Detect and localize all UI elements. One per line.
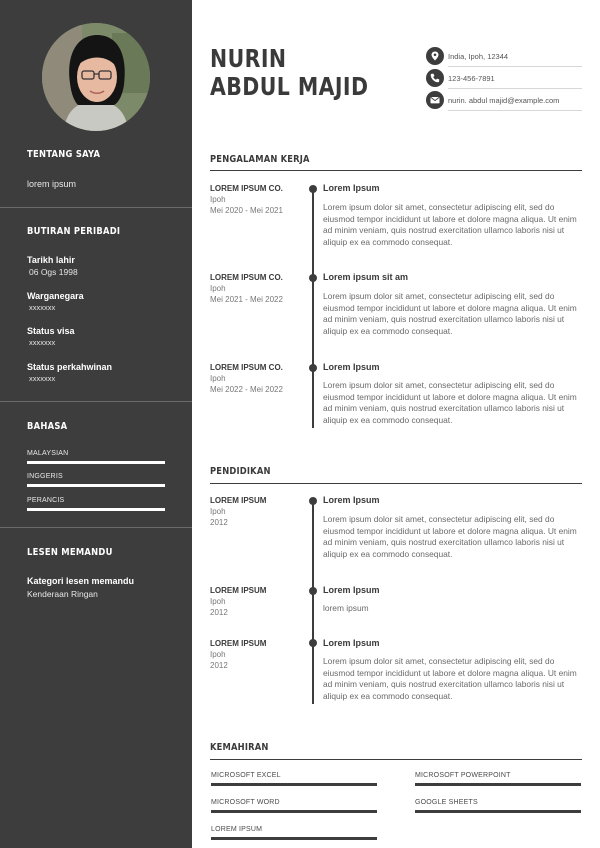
entry-location: Ipoh	[210, 597, 226, 606]
contact-email: nurin. abdul majid@example.com	[448, 96, 560, 105]
license-value: Kenderaan Ringan	[27, 589, 98, 599]
skill-name: MICROSOFT WORD	[211, 799, 280, 806]
location-pin-icon	[426, 47, 444, 65]
sidebar-divider	[0, 527, 192, 528]
entry-description: Lorem ipsum dolor sit amet, consectetur adipiscing elit, sed do eiusmod tempor incididunt ut labore et dolore magna aliqua. Ut enim ad minim veniam, quis nostrud exercitation ullamco laboris nisi ut aliquip ex ea commodo consequat.	[323, 380, 577, 426]
entry-description: Lorem ipsum dolor sit amet, consectetur adipiscing elit, sed do eiusmod tempor incididunt ut labore et dolore magna aliqua. Ut enim ad minim veniam, quis nostrud exercitation ullamco laboris nisi ut aliquip ex ea commodo consequat.	[323, 291, 577, 337]
language-name: PERANCIS	[27, 497, 65, 504]
personal-value: xxxxxxx	[29, 303, 56, 312]
section-rule	[210, 759, 582, 760]
personal-value: xxxxxxx	[29, 338, 56, 347]
entry-title: Lorem Ipsum	[323, 585, 380, 595]
language-level-bar	[27, 484, 165, 487]
about-heading: TENTANG SAYA	[27, 149, 101, 160]
skill-name: MICROSOFT EXCEL	[211, 772, 281, 779]
entry-dates: 2012	[210, 608, 228, 617]
entry-location: Ipoh	[210, 195, 226, 204]
education-timeline	[312, 500, 314, 704]
contact-divider	[448, 110, 582, 111]
entry-dates: 2012	[210, 518, 228, 527]
contact-divider	[448, 66, 582, 67]
language-level-bar	[27, 461, 165, 464]
language-level-bar	[27, 508, 165, 511]
entry-description: Lorem ipsum dolor sit amet, consectetur adipiscing elit, sed do eiusmod tempor incididunt ut labore et dolore magna aliqua. Ut enim ad minim veniam, quis nostrud exercitation ullamco laboris nisi ut aliquip ex ea commodo consequat.	[323, 202, 577, 248]
entry-organization: LOREM IPSUM	[210, 639, 267, 648]
sidebar	[0, 0, 192, 848]
timeline-dot	[309, 185, 317, 193]
entry-location: Ipoh	[210, 650, 226, 659]
timeline-dot	[309, 274, 317, 282]
phone-icon	[426, 69, 444, 87]
contact-divider	[448, 88, 582, 89]
entry-location: Ipoh	[210, 284, 226, 293]
entry-location: Ipoh	[210, 374, 226, 383]
skill-name: LOREM IPSUM	[211, 826, 263, 833]
personal-label: Status visa	[27, 326, 75, 336]
personal-label: Tarikh lahir	[27, 255, 75, 265]
skill-level-bar	[211, 783, 377, 786]
entry-title: Lorem Ipsum	[323, 183, 380, 193]
entry-organization: LOREM IPSUM CO.	[210, 273, 283, 282]
license-heading: LESEN MEMANDU	[27, 547, 113, 558]
timeline-dot	[309, 497, 317, 505]
section-rule	[210, 170, 582, 171]
skill-level-bar	[211, 837, 377, 840]
experience-heading: PENGALAMAN KERJA	[210, 154, 310, 165]
license-label: Kategori lesen memandu	[27, 576, 135, 586]
language-name: INGGERIS	[27, 473, 63, 480]
skill-name: GOOGLE SHEETS	[415, 799, 478, 806]
entry-title: Lorem Ipsum	[323, 362, 380, 372]
entry-title: Lorem ipsum sit am	[323, 272, 409, 282]
entry-description: Lorem ipsum dolor sit amet, consectetur adipiscing elit, sed do eiusmod tempor incididunt ut labore et dolore magna aliqua. Ut enim ad minim veniam, quis nostrud exercitation ullamco laboris nisi ut aliquip ex ea commodo consequat.	[323, 656, 577, 702]
entry-organization: LOREM IPSUM CO.	[210, 363, 283, 372]
sidebar-divider	[0, 207, 192, 208]
timeline-dot	[309, 587, 317, 595]
contact-phone: 123-456-7891	[448, 74, 495, 83]
section-rule	[210, 483, 582, 484]
entry-dates: Mei 2021 - Mei 2022	[210, 295, 283, 304]
entry-description: lorem ipsum	[323, 603, 369, 613]
languages-heading: BAHASA	[27, 421, 68, 432]
personal-heading: BUTIRAN PERIBADI	[27, 226, 121, 237]
profile-photo	[42, 23, 150, 131]
entry-location: Ipoh	[210, 507, 226, 516]
entry-organization: LOREM IPSUM	[210, 496, 267, 505]
skill-level-bar	[415, 783, 581, 786]
entry-title: Lorem Ipsum	[323, 495, 380, 505]
entry-dates: 2012	[210, 661, 228, 670]
skill-level-bar	[415, 810, 581, 813]
entry-organization: LOREM IPSUM CO.	[210, 184, 283, 193]
language-name: MALAYSIAN	[27, 450, 69, 457]
entry-title: Lorem Ipsum	[323, 638, 380, 648]
personal-value: xxxxxxx	[29, 374, 56, 383]
personal-label: Warganegara	[27, 291, 84, 301]
entry-dates: Mei 2022 - Mei 2022	[210, 385, 283, 394]
skill-level-bar	[211, 810, 377, 813]
first-name: NURIN	[210, 44, 287, 73]
skills-heading: KEMAHIRAN	[210, 742, 269, 753]
skill-name: MICROSOFT POWERPOINT	[415, 772, 511, 779]
education-heading: PENDIDIKAN	[210, 466, 271, 477]
sidebar-divider	[0, 401, 192, 402]
mail-icon	[426, 91, 444, 109]
personal-value: 06 Ogs 1998	[29, 267, 78, 277]
entry-dates: Mei 2020 - Mei 2021	[210, 206, 283, 215]
contact-location: India, Ipoh, 12344	[448, 52, 509, 61]
about-text: lorem ipsum	[27, 179, 77, 189]
entry-description: Lorem ipsum dolor sit amet, consectetur adipiscing elit, sed do eiusmod tempor incididunt ut labore et dolore magna aliqua. Ut enim ad minim veniam, quis nostrud exercitation ullamco laboris nisi ut aliquip ex ea commodo consequat.	[323, 514, 577, 560]
experience-timeline	[312, 188, 314, 428]
personal-label: Status perkahwinan	[27, 362, 113, 372]
timeline-dot	[309, 364, 317, 372]
entry-organization: LOREM IPSUM	[210, 586, 267, 595]
last-name: ABDUL MAJID	[210, 72, 369, 101]
timeline-dot	[309, 639, 317, 647]
